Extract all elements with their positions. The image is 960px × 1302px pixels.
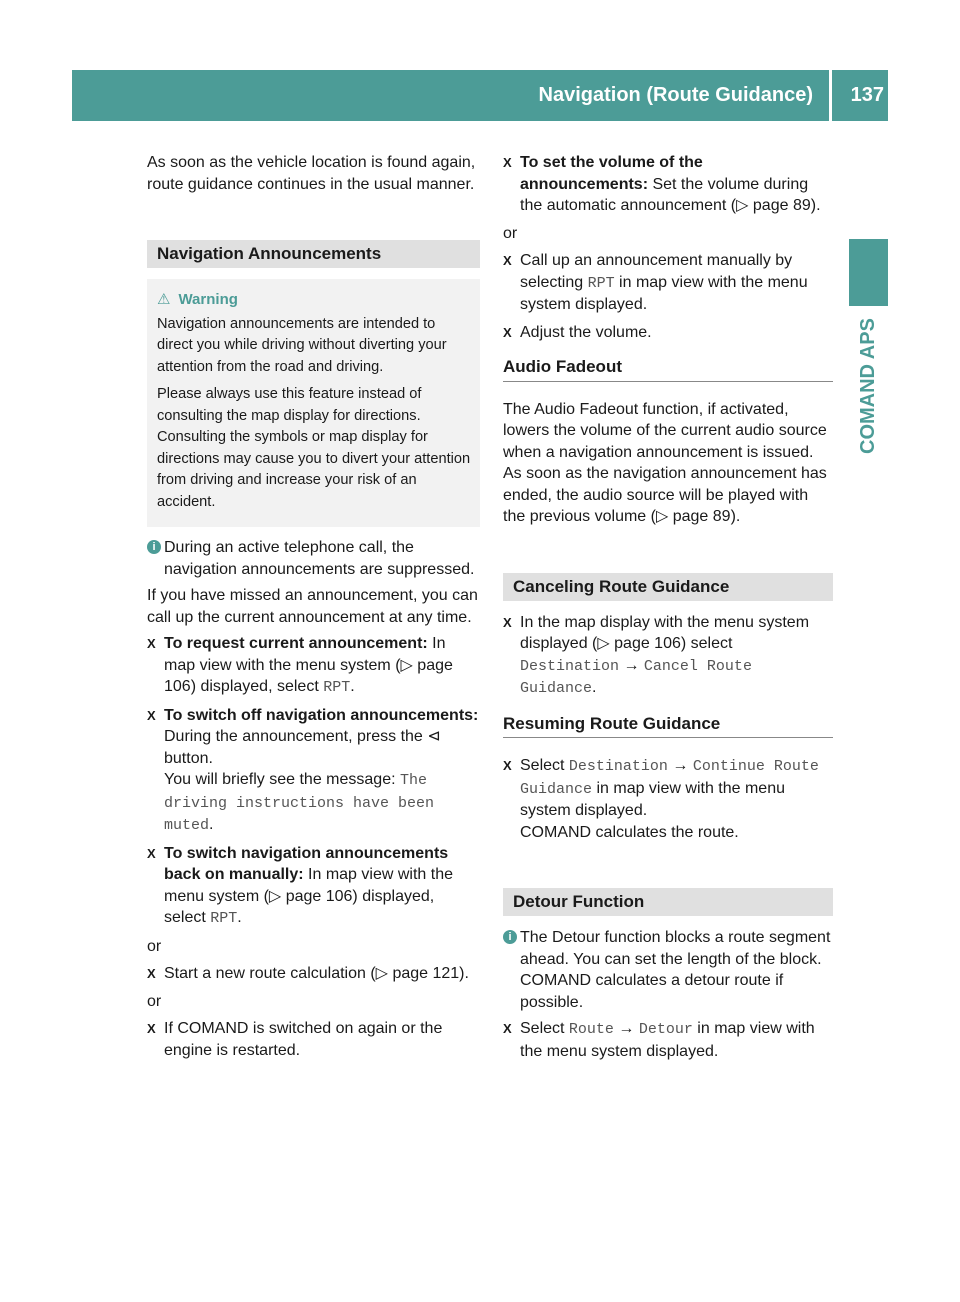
page-ref-icon: ▷ [597, 635, 610, 652]
warning-box [147, 279, 480, 527]
step-marker-icon: X [503, 253, 512, 268]
arrow-icon: → [613, 1020, 639, 1037]
page-title: Navigation (Route Guidance) [538, 84, 813, 106]
section-heading-navigation-announcements: Navigation Announcements [147, 240, 480, 268]
step-resume-route: X Select Destination → Continue Route Guidance in map view with the menu system displayed. COMAND calculates the route. [503, 757, 819, 841]
step-call-up: X Call up an announcement manually by selecting RPT in map view with the menu system displayed. [503, 252, 808, 313]
missed-text: If you have missed an announcement, you can call up the current announcement at any time. [147, 587, 478, 626]
menu-item-route: Route [568, 1021, 614, 1038]
info-icon: i [503, 930, 517, 944]
menu-item-destination: Destination [568, 758, 668, 775]
step-new-route: X Start a new route calculation (▷ page 121). [147, 963, 480, 985]
page-ref: page 89 [672, 508, 731, 525]
arrow-icon: → [667, 757, 693, 774]
step-cancel-route: X In the map display with the menu system displayed (▷ page 106) select Destination → Cancel Route Guidance. [503, 613, 810, 697]
or-text: or [147, 937, 162, 955]
page-ref-icon: ▷ [400, 656, 413, 674]
warning-icon: ⚠ [157, 291, 171, 308]
warning-text-2: Please always use this feature instead of consulting the map display for directions. Consulting the symbols or map display for directions may cause you to divert your attention from driving and increase your risk of an accident. [157, 386, 471, 510]
subheading-resuming: Resuming Route Guidance [503, 713, 833, 739]
intro-text: As soon as the vehicle location is found again, route guidance continues in the usual manner. [147, 154, 476, 193]
header-separator [829, 70, 832, 121]
left-column [147, 152, 480, 1067]
page-ref-icon: ▷ [268, 887, 282, 905]
menu-item-destination: Destination [520, 657, 620, 675]
warning-text-1: Navigation announcements are intended to direct you while driving without diverting your attention from the road and driving. [157, 315, 447, 375]
step-title: To switch off navigation announcements: [164, 706, 479, 724]
step-marker-icon: X [147, 707, 156, 723]
step-marker-icon: X [147, 636, 156, 651]
step-title: To request current announcement: [164, 635, 428, 652]
chapter-label: COMAND APS [857, 318, 879, 454]
step-marker-icon: X [503, 324, 512, 340]
header-bar [72, 70, 888, 121]
step-restart: X If COMAND is switched on again or the engine is restarted. [147, 1020, 443, 1059]
step-marker-icon: X [503, 155, 512, 170]
page-ref: page 106 [614, 635, 681, 652]
menu-item-rpt: RPT [210, 910, 238, 927]
section-heading-detour: Detour Function [503, 888, 833, 916]
step-marker-icon: X [147, 966, 156, 981]
page-number: 137 [850, 84, 884, 106]
step-marker-icon: X [503, 758, 512, 773]
step-marker-icon: X [147, 845, 156, 861]
page-ref: page 89 [752, 197, 811, 214]
step-switch-off: X To switch off navigation announcements: During the announcement, press the ⊲ button. You will briefly see the message: The driving instructions have been muted. [147, 706, 479, 834]
step-request-announcement: X To request current announcement: In map view with the menu system (▷ page 106) displayed, select RPT. [147, 635, 453, 696]
section-heading-canceling: Canceling Route Guidance [503, 573, 833, 601]
arrow-icon: → [619, 656, 644, 674]
menu-item-detour: Detour [638, 1021, 693, 1038]
page-ref: page 106 [164, 656, 453, 695]
step-title: To set the volume of the announcements: [520, 154, 703, 193]
step-marker-icon: X [503, 1021, 512, 1036]
warning-title-text: Warning [178, 291, 238, 308]
mute-button-icon: ⊲ [427, 728, 441, 745]
right-column [503, 152, 833, 1068]
menu-item-continue-route: Continue Route Guidance [520, 758, 819, 798]
page-ref: page 121 [392, 965, 460, 982]
info-text: The Detour function blocks a route segment ahead. You can set the length of the block. COMAND calculates a detour route if possible. [520, 929, 831, 1011]
step-set-volume: X To set the volume of the announcements: Set the volume during the automatic announcement (▷ page 89). [503, 154, 821, 214]
page-ref-icon: ▷ [655, 508, 669, 525]
page-ref-icon: ▷ [375, 965, 388, 982]
menu-item-rpt: RPT [587, 274, 615, 292]
message-text: The driving instructions have been muted [164, 772, 435, 834]
or-text: or [503, 224, 518, 242]
page-ref-icon: ▷ [736, 197, 749, 214]
info-note [147, 537, 480, 580]
audio-fadeout-text: The Audio Fadeout function, if activated, lowers the volume of the current audio source when a navigation announcement is issued. As soon as the navigation announcement has ended, the audio source will be played with the previous volume (▷ page 89). [503, 400, 827, 525]
info-icon: i [147, 540, 161, 554]
step-detour: X Select Route → Detour in map view with the menu system displayed. [503, 1020, 815, 1060]
warning-title [157, 289, 472, 311]
step-adjust-volume: X Adjust the volume. [503, 322, 833, 344]
menu-item-cancel-route: Cancel Route Guidance [520, 657, 752, 697]
step-switch-on: X To switch navigation announcements back on manually: In map view with the menu system (▷ page 106) displayed, select RPT. [147, 844, 453, 927]
or-text: or [147, 992, 162, 1010]
step-marker-icon: X [147, 1021, 156, 1036]
page-ref: page 106 [285, 887, 353, 905]
step-marker-icon: X [503, 614, 512, 630]
subheading-audio-fadeout: Audio Fadeout [503, 356, 833, 382]
chapter-tab [849, 239, 888, 306]
step-title: To switch navigation announcements back on manually: [164, 844, 449, 883]
info-text: During an active telephone call, the navigation announcements are suppressed. [164, 539, 475, 578]
menu-item-rpt: RPT [323, 679, 351, 696]
info-note [503, 927, 833, 1013]
